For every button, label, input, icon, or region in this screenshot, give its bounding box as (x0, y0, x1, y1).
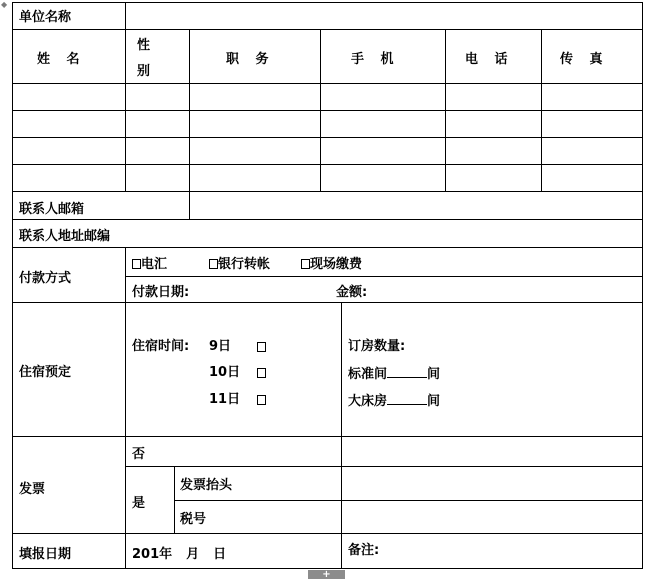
payment-option-onsite[interactable]: 现场缴费 (301, 257, 362, 273)
header-title: 职 务 (226, 52, 275, 67)
lodging-date-11: 11日 (209, 392, 241, 407)
payment-amount-label: 金额: (336, 285, 368, 300)
payment-date-label: 付款日期: (132, 285, 190, 300)
row-divider (12, 191, 642, 192)
room-count-label: 订房数量: (348, 339, 406, 354)
table-border-top (12, 2, 642, 3)
invoice-header-label: 发票抬头 (180, 478, 233, 493)
col-divider (174, 466, 175, 534)
lodging-time-label: 住宿时间: (132, 339, 190, 354)
checkbox-icon[interactable] (132, 259, 141, 269)
header-gender-2: 别 (137, 64, 151, 79)
col-divider (125, 2, 126, 192)
row-divider (12, 219, 642, 220)
blank-field[interactable] (387, 392, 427, 405)
table-border-right (642, 2, 643, 569)
payment-option-transfer[interactable]: 银行转帐 (209, 257, 270, 273)
table-move-handle-icon[interactable]: ◆ (1, 0, 8, 9)
header-phone: 电 话 (465, 52, 514, 67)
row-divider (12, 533, 642, 534)
row-divider (12, 29, 642, 30)
invoice-yes-label: 是 (132, 496, 146, 511)
row-divider (12, 302, 642, 303)
payment-method-label: 付款方式 (19, 271, 72, 286)
table-border-left (12, 2, 13, 569)
contact-address-label: 联系人地址邮编 (19, 229, 111, 244)
lodging-date-9: 9日 (209, 339, 232, 354)
col-divider (541, 29, 542, 192)
row-divider (12, 164, 642, 165)
add-row-button[interactable]: + (308, 570, 345, 579)
invoice-divider (126, 466, 642, 467)
org-name-label: 单位名称 (19, 10, 72, 25)
king-room-row: 大床房 间 (348, 394, 441, 409)
header-mobile: 手 机 (351, 52, 400, 67)
row-divider (12, 436, 642, 437)
checkbox-icon[interactable] (209, 259, 218, 269)
standard-room-row: 标准间 间 (348, 367, 441, 382)
col-divider (320, 29, 321, 192)
checkbox-icon[interactable] (257, 395, 266, 405)
row-divider (12, 247, 642, 248)
payment-inner-divider (126, 276, 642, 277)
header-gender-1: 性 (137, 38, 151, 53)
row-divider (12, 83, 642, 84)
checkbox-icon[interactable] (257, 368, 266, 378)
remarks-label: 备注: (348, 543, 380, 558)
blank-field[interactable] (387, 365, 427, 378)
fill-date-value: 201年 月 日 (132, 547, 227, 562)
tax-number-label: 税号 (180, 512, 207, 527)
checkbox-icon[interactable] (301, 259, 310, 269)
col-divider (341, 302, 342, 569)
invoice-divider (174, 500, 642, 501)
row-divider (12, 137, 642, 138)
col-divider (445, 29, 446, 192)
lodging-label: 住宿预定 (19, 365, 72, 380)
lodging-date-10: 10日 (209, 365, 241, 380)
header-fax: 传 真 (560, 52, 609, 67)
header-name: 姓 名 (37, 52, 86, 67)
checkbox-icon[interactable] (257, 342, 266, 352)
row-divider (12, 110, 642, 111)
fill-date-label: 填报日期 (19, 547, 72, 562)
payment-option-wire[interactable]: 电汇 (132, 257, 167, 273)
invoice-no-label: 否 (132, 447, 146, 462)
col-divider (189, 29, 190, 220)
invoice-label: 发票 (19, 482, 46, 497)
col-divider (125, 247, 126, 569)
contact-email-label: 联系人邮箱 (19, 202, 85, 217)
